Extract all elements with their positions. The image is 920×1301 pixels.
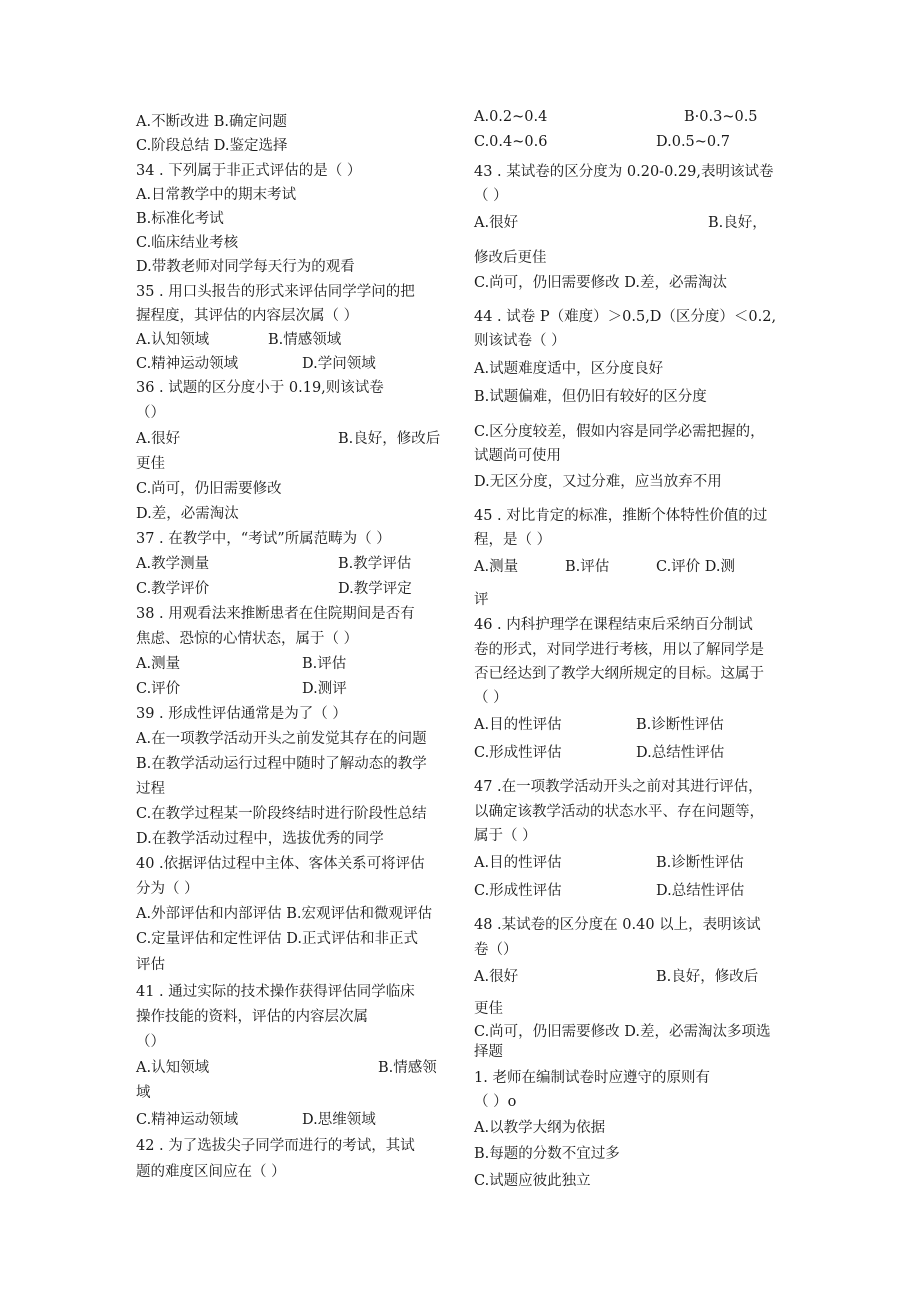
- right-text-line: 以确定该教学活动的状态水平、存在问题等，: [474, 804, 764, 820]
- right-text-line: C.评价 D.测: [656, 559, 736, 575]
- right-text-line: B.试题偏难，但仍旧有较好的区分度: [474, 389, 707, 405]
- right-text-line: 程，是（ ）: [474, 532, 552, 548]
- left-text-line: 焦虑、恐惊的心情状态，属于（ ）: [136, 631, 359, 647]
- right-text-line: C.形成性评估: [474, 883, 562, 899]
- right-text-line: （ ）o: [474, 1094, 517, 1110]
- left-text-line: 题的难度区间应在（ ）: [136, 1164, 286, 1180]
- left-text-line: 更佳: [136, 456, 165, 472]
- left-text-line: （）: [136, 405, 165, 421]
- left-text-line: D.测评: [302, 681, 347, 697]
- left-text-line: 域: [136, 1085, 151, 1101]
- left-text-line: D.学问领域: [302, 356, 376, 372]
- right-text-line: （ ）: [474, 690, 508, 706]
- right-text-line: B.评估: [565, 559, 610, 575]
- right-text-line: 则该试卷（ ）: [474, 333, 566, 349]
- left-text-line: C.尚可，仍旧需要修改: [136, 481, 282, 497]
- right-text-line: C.0.4~0.6: [474, 134, 548, 150]
- left-text-line: A.很好: [136, 431, 181, 447]
- left-text-line: 40 .依据评估过程中主体、客体关系可将评估: [136, 856, 425, 872]
- right-text-line: 择题: [474, 1044, 503, 1060]
- right-text-line: A.目的性评估: [474, 855, 562, 871]
- right-text-line: B.诊断性评估: [636, 717, 724, 733]
- right-text-line: 46 . 内科护理学在课程结束后采纳百分制试: [474, 617, 753, 633]
- left-text-line: 35 . 用口头报告的形式来评估同学学问的把: [136, 284, 415, 300]
- left-text-line: A.在一项教学活动开头之前发觉其存在的问题: [136, 731, 427, 747]
- left-text-line: C.评价: [136, 681, 181, 697]
- right-text-line: 卷的形式，对同学进行考核，用以了解同学是: [474, 642, 764, 658]
- left-text-line: C.精神运动领域: [136, 1112, 239, 1128]
- left-text-line: 分为（ ）: [136, 881, 199, 897]
- left-text-line: B.评估: [302, 656, 347, 672]
- left-text-line: C.定量评估和定性评估 D.正式评估和非正式: [136, 931, 419, 947]
- left-text-line: 操作技能的资料，评估的内容层次属: [136, 1009, 368, 1025]
- right-text-line: D.总结性评估: [636, 745, 725, 761]
- right-text-line: B.每题的分数不宜过多: [474, 1146, 620, 1162]
- left-text-line: 42 . 为了选拔尖子同学而进行的考试，其试: [136, 1138, 415, 1154]
- left-text-line: A.不断改进 B.确定问题: [136, 114, 287, 130]
- right-text-line: D.总结性评估: [656, 883, 745, 899]
- left-text-line: B.情感领域: [268, 332, 342, 348]
- right-text-line: 43 . 某试卷的区分度为 0.20-0.29,表明该试卷: [474, 164, 774, 180]
- right-text-line: 47 .在一项教学活动开头之前对其进行评估，: [474, 779, 763, 795]
- left-text-line: B.在教学活动运行过程中随时了解动态的教学: [136, 756, 427, 772]
- left-text-line: B.情感领: [378, 1060, 437, 1076]
- left-text-line: D.在教学活动过程中，选拔优秀的同学: [136, 831, 384, 847]
- right-text-line: 评: [474, 592, 489, 608]
- left-text-line: 38 . 用观看法来推断患者在住院期间是否有: [136, 606, 415, 622]
- right-text-line: A.测量: [474, 559, 519, 575]
- right-text-line: 1. 老师在编制试卷时应遵守的原则有: [474, 1070, 710, 1086]
- right-text-line: B·0.3~0.5: [684, 109, 758, 125]
- left-text-line: B.教学评估: [338, 556, 412, 572]
- left-text-line: （）: [136, 1034, 165, 1050]
- right-text-line: 44 . 试卷 P（难度）＞0.5,D（区分度）＜0.2,: [474, 309, 777, 325]
- left-text-line: B.良好，修改后: [338, 431, 441, 447]
- left-text-line: A.外部评估和内部评估 B.宏观评估和微观评估: [136, 906, 432, 922]
- left-text-line: 41 . 通过实际的技术操作获得评估同学临床: [136, 984, 415, 1000]
- right-text-line: （ ）: [474, 188, 508, 204]
- left-text-line: 37 . 在教学中，“考试”所属范畴为（ ）: [136, 531, 391, 547]
- left-text-line: A.教学测量: [136, 556, 210, 572]
- right-text-line: A.以教学大纲为依据: [474, 1120, 606, 1136]
- right-text-line: 修改后更佳: [474, 250, 547, 266]
- left-text-line: 34 . 下列属于非正式评估的是（ ）: [136, 163, 362, 179]
- right-text-line: B.诊断性评估: [656, 855, 744, 871]
- left-text-line: C.教学评价: [136, 581, 210, 597]
- right-text-line: A.目的性评估: [474, 717, 562, 733]
- left-text-line: 握程度，其评估的内容层次属（ ）: [136, 308, 359, 324]
- left-text-line: 过程: [136, 781, 165, 797]
- left-text-line: 36 . 试题的区分度小于 0.19,则该试卷: [136, 380, 384, 396]
- right-text-line: D.无区分度，又过分难，应当放弃不用: [474, 474, 722, 490]
- right-text-line: A.很好: [474, 215, 519, 231]
- right-text-line: 45 . 对比肯定的标准，推断个体特性价值的过: [474, 508, 768, 524]
- left-text-line: 39 . 形成性评估通常是为了（ ）: [136, 706, 347, 722]
- left-text-line: C.临床结业考核: [136, 235, 239, 251]
- right-text-line: A.很好: [474, 969, 519, 985]
- left-text-line: D.教学评定: [338, 581, 412, 597]
- left-text-line: D.思维领域: [302, 1112, 376, 1128]
- left-text-line: C.阶段总结 D.鉴定选择: [136, 138, 288, 154]
- right-text-line: A.0.2~0.4: [474, 109, 548, 125]
- left-text-line: A.认知领域: [136, 332, 210, 348]
- left-text-line: A.测量: [136, 656, 181, 672]
- right-text-line: 卷（）: [474, 942, 518, 958]
- left-text-line: 评估: [136, 957, 165, 973]
- right-text-line: C.试题应彼此独立: [474, 1173, 591, 1189]
- right-text-line: 否已经达到了教学大纲所规定的目标。这属于: [474, 666, 764, 682]
- right-text-line: 试题尚可使用: [474, 448, 561, 464]
- right-text-line: 48 .某试卷的区分度在 0.40 以上，表明该试: [474, 917, 761, 933]
- right-text-line: 属于（ ）: [474, 828, 537, 844]
- left-text-line: A.认知领域: [136, 1060, 210, 1076]
- right-text-line: C.区分度较差，假如内容是同学必需把握的，: [474, 424, 765, 440]
- right-text-line: B.良好，: [708, 215, 767, 231]
- right-text-line: C.尚可，仍旧需要修改 D.差，必需淘汰多项选: [474, 1024, 771, 1040]
- left-text-line: D.带教老师对同学每天行为的观看: [136, 259, 355, 275]
- left-text-line: D.差，必需淘汰: [136, 506, 239, 522]
- right-text-line: B.良好，修改后: [656, 969, 759, 985]
- left-text-line: C.在教学过程某一阶段终结时进行阶段性总结: [136, 806, 427, 822]
- left-text-line: A.日常教学中的期末考试: [136, 187, 297, 203]
- right-text-line: C.形成性评估: [474, 745, 562, 761]
- left-text-line: B.标准化考试: [136, 211, 224, 227]
- right-text-line: 更佳: [474, 1001, 503, 1017]
- right-text-line: D.0.5~0.7: [656, 134, 730, 150]
- right-text-line: A.试题难度适中，区分度良好: [474, 361, 664, 377]
- left-text-line: C.精神运动领域: [136, 356, 239, 372]
- right-text-line: C.尚可，仍旧需要修改 D.差，必需淘汰: [474, 275, 728, 291]
